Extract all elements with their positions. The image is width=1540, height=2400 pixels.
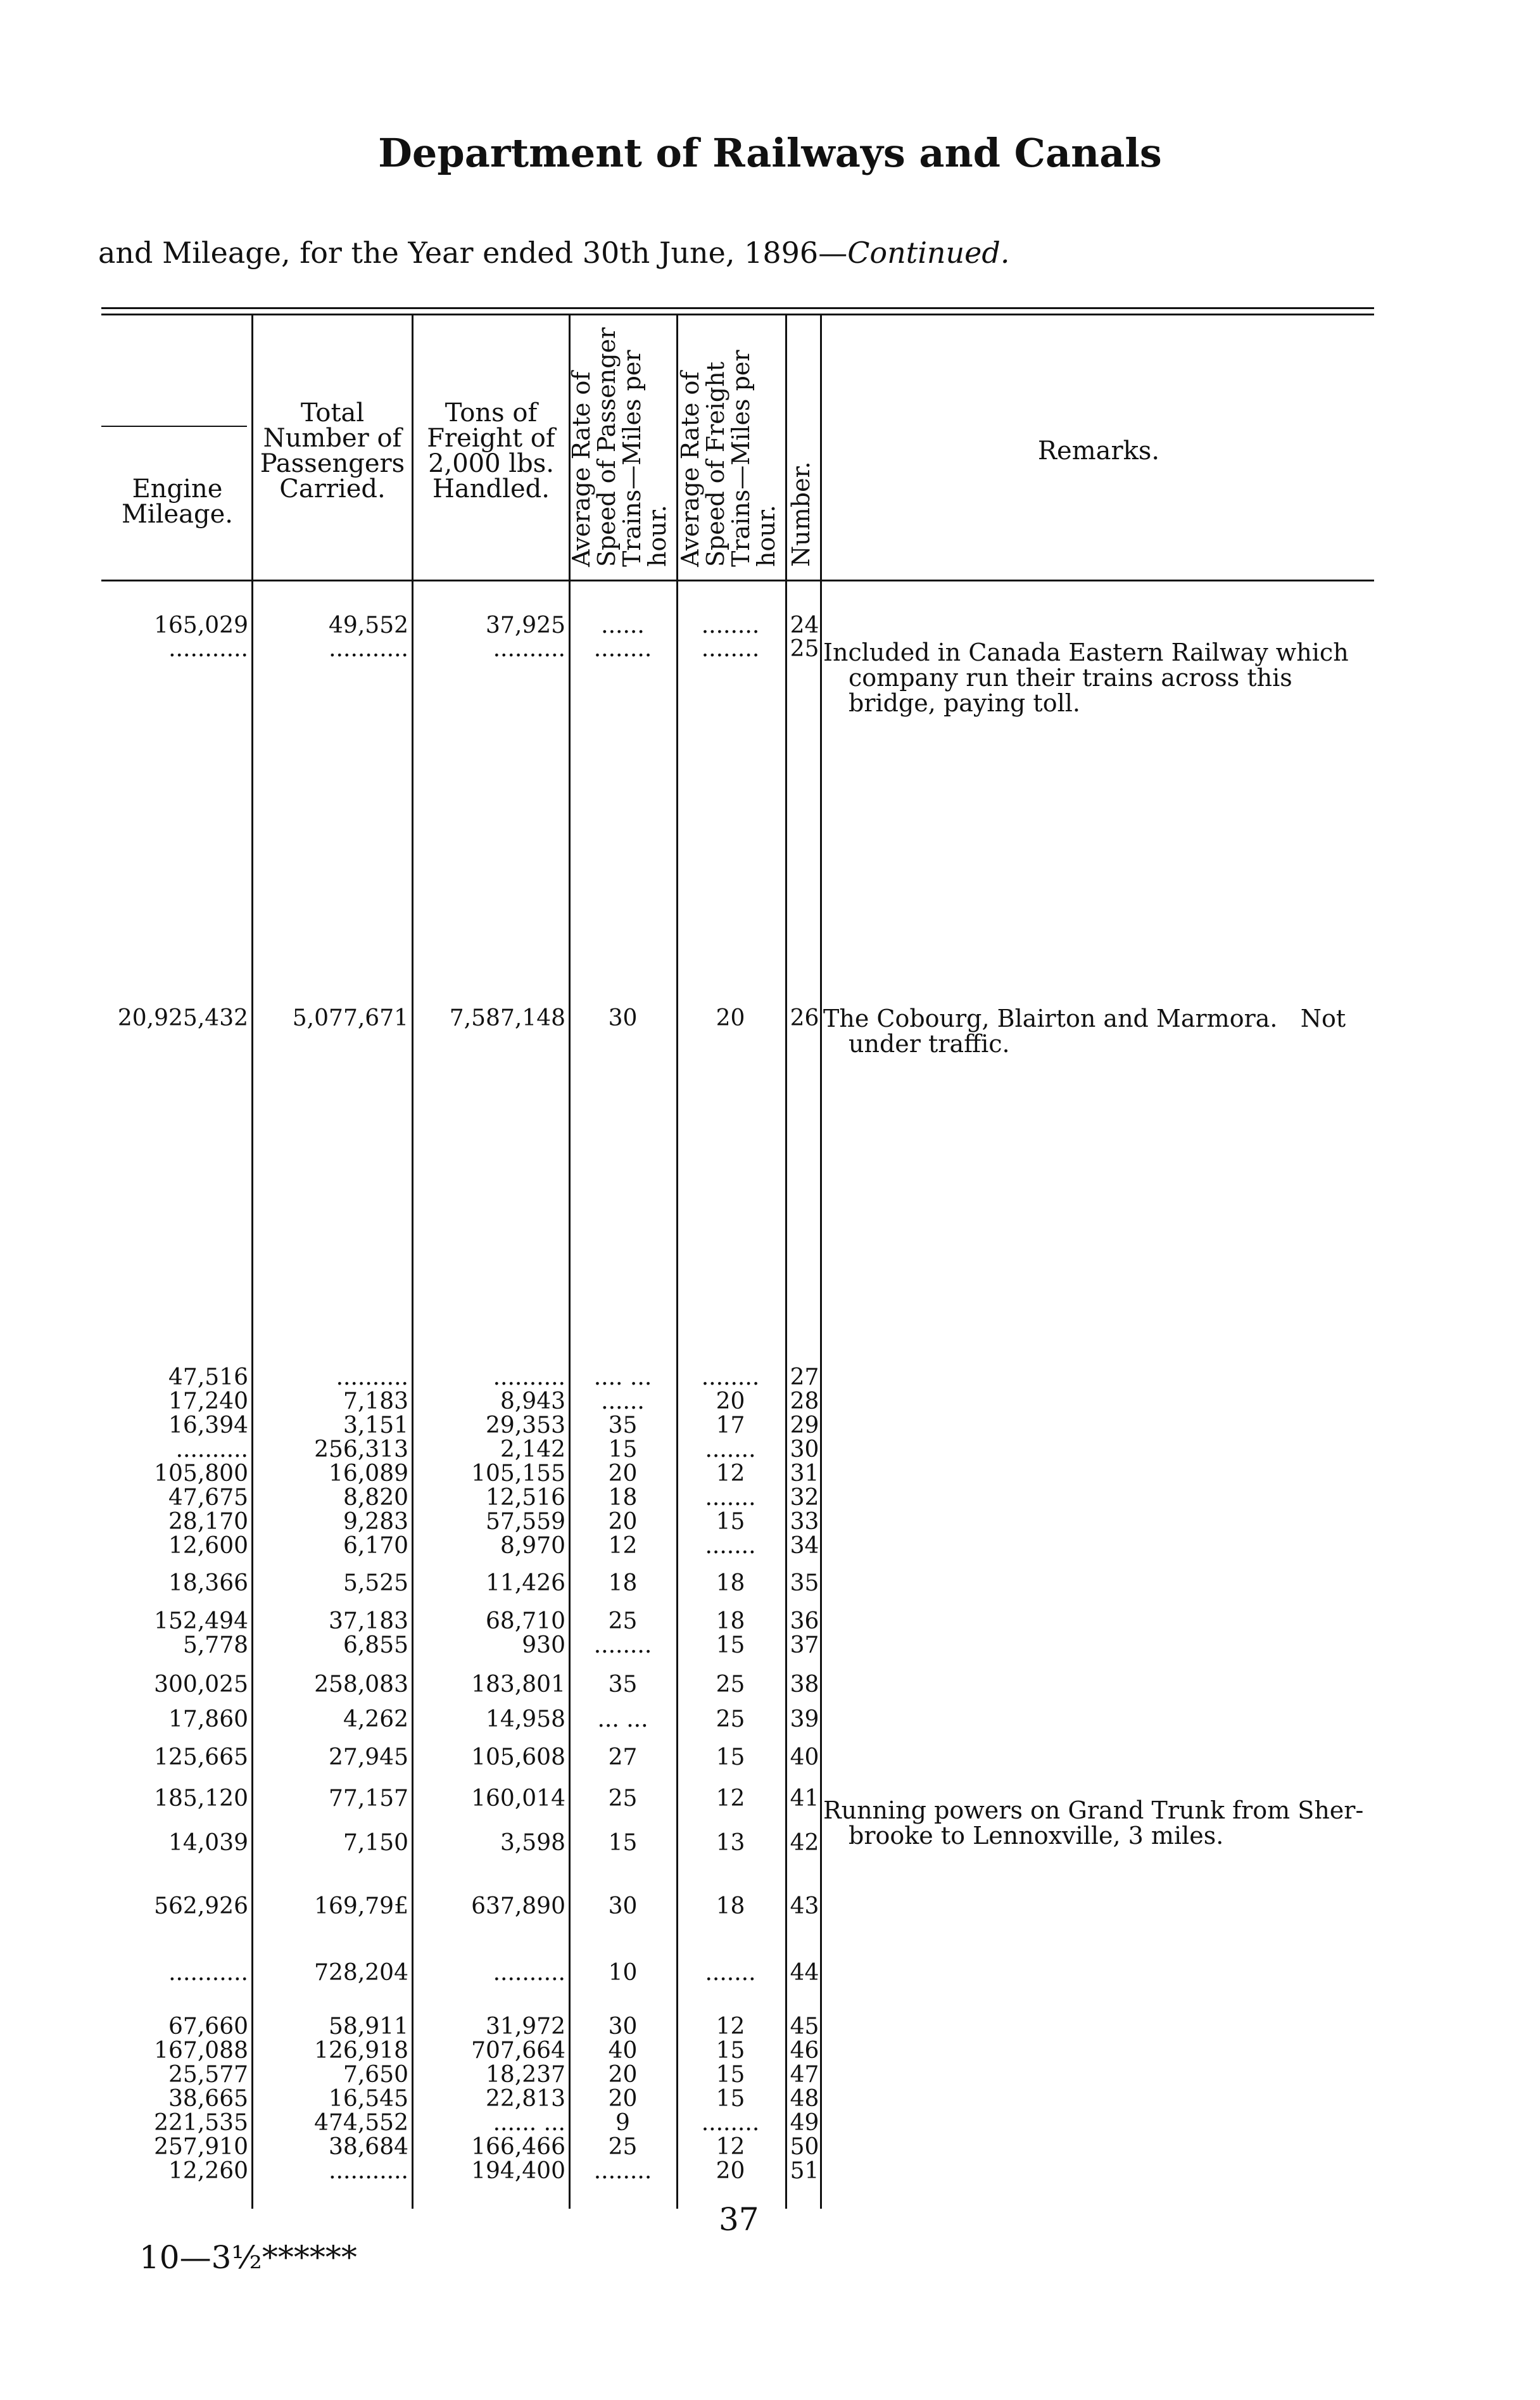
cell-pass-speed: ........ <box>593 1632 652 1658</box>
cell-freight-speed: ....... <box>705 1960 756 1986</box>
cell-pass-speed: 30 <box>608 2014 638 2040</box>
cell-pass-speed: 25 <box>608 2134 638 2160</box>
cell-freight-speed: 25 <box>716 1706 745 1732</box>
cell-pass-speed: 20 <box>608 1461 638 1487</box>
cell-engine: 17,240 <box>168 1388 248 1414</box>
cell-passengers: .......... <box>336 1364 408 1390</box>
cell-pass-speed: ...... <box>601 1388 645 1414</box>
cell-passengers: 258,083 <box>314 1672 408 1698</box>
cell-passengers: 9,283 <box>343 1509 408 1535</box>
cell-engine: 20,925,432 <box>117 1005 248 1031</box>
cell-pass-speed: 25 <box>608 1786 638 1812</box>
cell-number: 45 <box>790 2014 819 2040</box>
cell-freight-speed: 18 <box>716 1570 745 1596</box>
cell-pass-speed: .... ... <box>593 1364 652 1390</box>
cell-number: 39 <box>790 1706 819 1732</box>
cell-passengers: 16,545 <box>329 2086 408 2112</box>
cell-number: 37 <box>790 1632 819 1658</box>
cell-freight-speed: 13 <box>716 1830 745 1856</box>
cell-freight-speed: 18 <box>716 1608 745 1634</box>
signature-mark: 10—3½****** <box>139 2239 357 2276</box>
cell-freight: 22,813 <box>486 2086 565 2112</box>
cell-freight: 194,400 <box>471 2158 565 2184</box>
cell-freight-speed: ........ <box>701 636 760 662</box>
cell-freight: 930 <box>522 1632 565 1658</box>
remark-row-26 <box>823 1006 1380 1057</box>
cell-freight-speed: ....... <box>705 1533 756 1559</box>
engine-header-rule <box>101 426 247 427</box>
cell-freight: 3,598 <box>500 1830 565 1856</box>
cell-engine: 25,577 <box>168 2062 248 2088</box>
page-number: 37 <box>719 2201 759 2238</box>
cell-engine: 47,675 <box>168 1485 248 1511</box>
col-divider-4 <box>676 315 678 2209</box>
cell-pass-speed: 10 <box>608 1960 638 1986</box>
cell-engine: 16,394 <box>168 1413 248 1438</box>
header-number: Number. <box>787 461 815 567</box>
cell-number: 46 <box>790 2038 819 2064</box>
cell-passengers: 6,170 <box>343 1533 408 1559</box>
cell-engine: 257,910 <box>154 2134 248 2160</box>
cell-passengers: 58,911 <box>329 2014 408 2040</box>
page-title: Department of Railways and Canals <box>378 130 1162 176</box>
cell-freight: .......... <box>493 1960 565 1986</box>
cell-freight-speed: 15 <box>716 1509 745 1535</box>
cell-engine: 14,039 <box>168 1830 248 1856</box>
cell-freight-speed: ........ <box>701 1364 760 1390</box>
cell-freight-speed: 15 <box>716 2062 745 2088</box>
cell-passengers: 5,077,671 <box>292 1005 408 1031</box>
cell-engine: 165,029 <box>154 613 248 638</box>
cell-freight: 160,014 <box>471 1786 565 1812</box>
cell-freight: 12,516 <box>486 1485 565 1511</box>
cell-pass-speed: 15 <box>608 1830 638 1856</box>
cell-pass-speed: 40 <box>608 2038 638 2064</box>
cell-engine: ........... <box>168 636 248 662</box>
cell-pass-speed: 20 <box>608 1509 638 1535</box>
cell-freight-speed: 12 <box>716 1461 745 1487</box>
cell-number: 48 <box>790 2086 819 2112</box>
cell-freight: 8,970 <box>500 1533 565 1559</box>
cell-engine: 28,170 <box>168 1509 248 1535</box>
cell-pass-speed: ... ... <box>597 1706 648 1732</box>
cell-passengers: 8,820 <box>343 1485 408 1511</box>
header-remarks: Remarks. <box>1037 436 1160 466</box>
cell-pass-speed: ........ <box>593 2158 652 2184</box>
cell-freight-speed: 12 <box>716 2134 745 2160</box>
cell-freight: 637,890 <box>471 1893 565 1919</box>
cell-pass-speed: 35 <box>608 1672 638 1698</box>
page-subtitle <box>98 236 1009 270</box>
cell-passengers: 7,150 <box>343 1830 408 1856</box>
cell-freight: 166,466 <box>471 2134 565 2160</box>
cell-engine: 562,926 <box>154 1893 248 1919</box>
cell-number: 43 <box>790 1893 819 1919</box>
cell-pass-speed: 12 <box>608 1533 638 1559</box>
cell-freight-speed: ........ <box>701 613 760 638</box>
remark-26-line-2: under traffic. <box>849 1030 1010 1058</box>
cell-passengers: 126,918 <box>314 2038 408 2064</box>
cell-freight: 8,943 <box>500 1388 565 1414</box>
cell-freight-speed: 17 <box>716 1413 745 1438</box>
cell-pass-speed: 18 <box>608 1570 638 1596</box>
cell-freight-speed: ....... <box>705 1437 756 1463</box>
cell-number: 32 <box>790 1485 819 1511</box>
cell-freight: .......... <box>493 1364 565 1390</box>
subtitle-main: and Mileage, for the Year ended 30th June, 1896— <box>98 236 848 270</box>
cell-freight-speed: 15 <box>716 2038 745 2064</box>
remark-41-line-1: Running powers on Grand Trunk from Sher- <box>823 1796 1364 1824</box>
cell-freight-speed: ........ <box>701 2110 760 2136</box>
cell-number: 51 <box>790 2158 819 2184</box>
cell-freight: 68,710 <box>486 1608 565 1634</box>
cell-passengers: 728,204 <box>314 1960 408 1986</box>
cell-pass-speed: 30 <box>608 1893 638 1919</box>
cell-number: 24 <box>790 613 819 638</box>
cell-number: 42 <box>790 1830 819 1856</box>
cell-freight: 2,142 <box>500 1437 565 1463</box>
cell-pass-speed: 20 <box>608 2086 638 2112</box>
cell-engine: 17,860 <box>168 1706 248 1732</box>
cell-passengers: 7,183 <box>343 1388 408 1414</box>
cell-number: 29 <box>790 1413 819 1438</box>
cell-engine: ........... <box>168 1960 248 1986</box>
cell-pass-speed: 35 <box>608 1413 638 1438</box>
cell-pass-speed: 30 <box>608 1005 638 1031</box>
header-total-passengers: Total Number of Passengers Carried. <box>260 398 405 504</box>
col-divider-5 <box>785 315 787 2209</box>
cell-passengers: 474,552 <box>314 2110 408 2136</box>
cell-freight: 105,608 <box>471 1744 565 1770</box>
cell-engine: 47,516 <box>168 1364 248 1390</box>
cell-freight: 37,925 <box>486 613 565 638</box>
cell-freight: 707,664 <box>471 2038 565 2064</box>
cell-freight: 7,587,148 <box>449 1005 565 1031</box>
cell-number: 50 <box>790 2134 819 2160</box>
cell-engine: 105,800 <box>154 1461 248 1487</box>
cell-number: 41 <box>790 1786 819 1812</box>
cell-passengers: 27,945 <box>329 1744 408 1770</box>
remark-41-line-2: brooke to Lennoxville, 3 miles. <box>849 1822 1224 1850</box>
cell-number: 38 <box>790 1672 819 1698</box>
cell-freight: 11,426 <box>486 1570 565 1596</box>
header-freight-speed <box>678 314 779 567</box>
cell-freight: 14,958 <box>486 1706 565 1732</box>
header-engine-mileage: Engine Mileage. <box>121 474 234 529</box>
cell-pass-speed: 9 <box>615 2110 630 2136</box>
header-freight-speed-text: Average Rate of Speed of Freight Trains—Miles per hour. <box>676 350 780 567</box>
cell-number: 44 <box>790 1960 819 1986</box>
cell-freight-speed: 15 <box>716 1632 745 1658</box>
cell-passengers: 6,855 <box>343 1632 408 1658</box>
cell-pass-speed: 27 <box>608 1744 638 1770</box>
table-top-rule-1 <box>101 307 1374 309</box>
cell-freight-speed: 25 <box>716 1672 745 1698</box>
col-divider-2 <box>412 315 413 2209</box>
cell-number: 26 <box>790 1005 819 1031</box>
cell-passengers: 37,183 <box>329 1608 408 1634</box>
cell-freight-speed: 12 <box>716 2014 745 2040</box>
remark-26-line-1: The Cobourg, Blairton and Marmora. Not <box>823 1005 1346 1032</box>
cell-pass-speed: ........ <box>593 636 652 662</box>
cell-passengers: 256,313 <box>314 1437 408 1463</box>
cell-passengers: 7,650 <box>343 2062 408 2088</box>
cell-engine: 167,088 <box>154 2038 248 2064</box>
cell-number: 31 <box>790 1461 819 1487</box>
cell-passengers: 3,151 <box>343 1413 408 1438</box>
cell-freight: ...... ... <box>493 2110 565 2136</box>
cell-pass-speed: 20 <box>608 2062 638 2088</box>
col-divider-3 <box>569 315 571 2209</box>
cell-number: 27 <box>790 1364 819 1390</box>
remark-row-25 <box>823 640 1380 716</box>
cell-engine: 152,494 <box>154 1608 248 1634</box>
cell-engine: 300,025 <box>154 1672 248 1698</box>
cell-freight: 105,155 <box>471 1461 565 1487</box>
cell-passengers: 5,525 <box>343 1570 408 1596</box>
cell-passengers: 4,262 <box>343 1706 408 1732</box>
cell-freight: 31,972 <box>486 2014 565 2040</box>
cell-freight: 57,559 <box>486 1509 565 1535</box>
cell-engine: 12,260 <box>168 2158 248 2184</box>
remark-25-line-1: Included in Canada Eastern Railway which <box>823 638 1349 666</box>
cell-number: 34 <box>790 1533 819 1559</box>
cell-freight-speed: 20 <box>716 1005 745 1031</box>
cell-passengers: 49,552 <box>329 613 408 638</box>
cell-freight: 29,353 <box>486 1413 565 1438</box>
cell-number: 36 <box>790 1608 819 1634</box>
cell-freight-speed: 15 <box>716 2086 745 2112</box>
cell-engine: 18,366 <box>168 1570 248 1596</box>
header-tons-freight: Tons of Freight of 2,000 lbs. Handled. <box>427 398 555 504</box>
cell-engine: 221,535 <box>154 2110 248 2136</box>
subtitle-continued: Continued. <box>847 236 1010 270</box>
col-divider-6 <box>820 315 822 2209</box>
cell-passengers: 38,684 <box>329 2134 408 2160</box>
cell-freight-speed: 15 <box>716 1744 745 1770</box>
cell-freight: 18,237 <box>486 2062 565 2088</box>
cell-passengers: ........... <box>329 2158 408 2184</box>
cell-freight-speed: 20 <box>716 2158 745 2184</box>
remark-25-line-2: company run their trains across this bridge, paying toll. <box>849 664 1292 717</box>
cell-pass-speed: ...... <box>601 613 645 638</box>
remark-row-41 <box>823 1798 1380 1848</box>
cell-number: 33 <box>790 1509 819 1535</box>
header-bottom-rule <box>101 580 1374 581</box>
cell-passengers: 16,089 <box>329 1461 408 1487</box>
cell-freight: 183,801 <box>471 1672 565 1698</box>
cell-freight-speed: ....... <box>705 1485 756 1511</box>
cell-freight-speed: 12 <box>716 1786 745 1812</box>
cell-number: 25 <box>790 636 819 662</box>
cell-number: 28 <box>790 1388 819 1414</box>
cell-freight-speed: 18 <box>716 1893 745 1919</box>
cell-number: 49 <box>790 2110 819 2136</box>
cell-freight-speed: 20 <box>716 1388 745 1414</box>
col-divider-1 <box>251 315 253 2209</box>
cell-passengers: 169,79£ <box>314 1893 408 1919</box>
cell-number: 40 <box>790 1744 819 1770</box>
header-passenger-speed-text: Average Rate of Speed of Passenger Trains—Miles per hour. <box>567 327 671 567</box>
cell-number: 30 <box>790 1437 819 1463</box>
cell-engine: .......... <box>175 1437 248 1463</box>
header-passenger-speed <box>569 314 670 567</box>
cell-engine: 12,600 <box>168 1533 248 1559</box>
cell-engine: 38,665 <box>168 2086 248 2112</box>
cell-engine: 125,665 <box>154 1744 248 1770</box>
cell-pass-speed: 15 <box>608 1437 638 1463</box>
cell-number: 35 <box>790 1570 819 1596</box>
cell-pass-speed: 25 <box>608 1608 638 1634</box>
cell-engine: 67,660 <box>168 2014 248 2040</box>
cell-number: 47 <box>790 2062 819 2088</box>
cell-passengers: ........... <box>329 636 408 662</box>
cell-engine: 185,120 <box>154 1786 248 1812</box>
cell-engine: 5,778 <box>182 1632 248 1658</box>
cell-freight: .......... <box>493 636 565 662</box>
cell-passengers: 77,157 <box>329 1786 408 1812</box>
cell-pass-speed: 18 <box>608 1485 638 1511</box>
